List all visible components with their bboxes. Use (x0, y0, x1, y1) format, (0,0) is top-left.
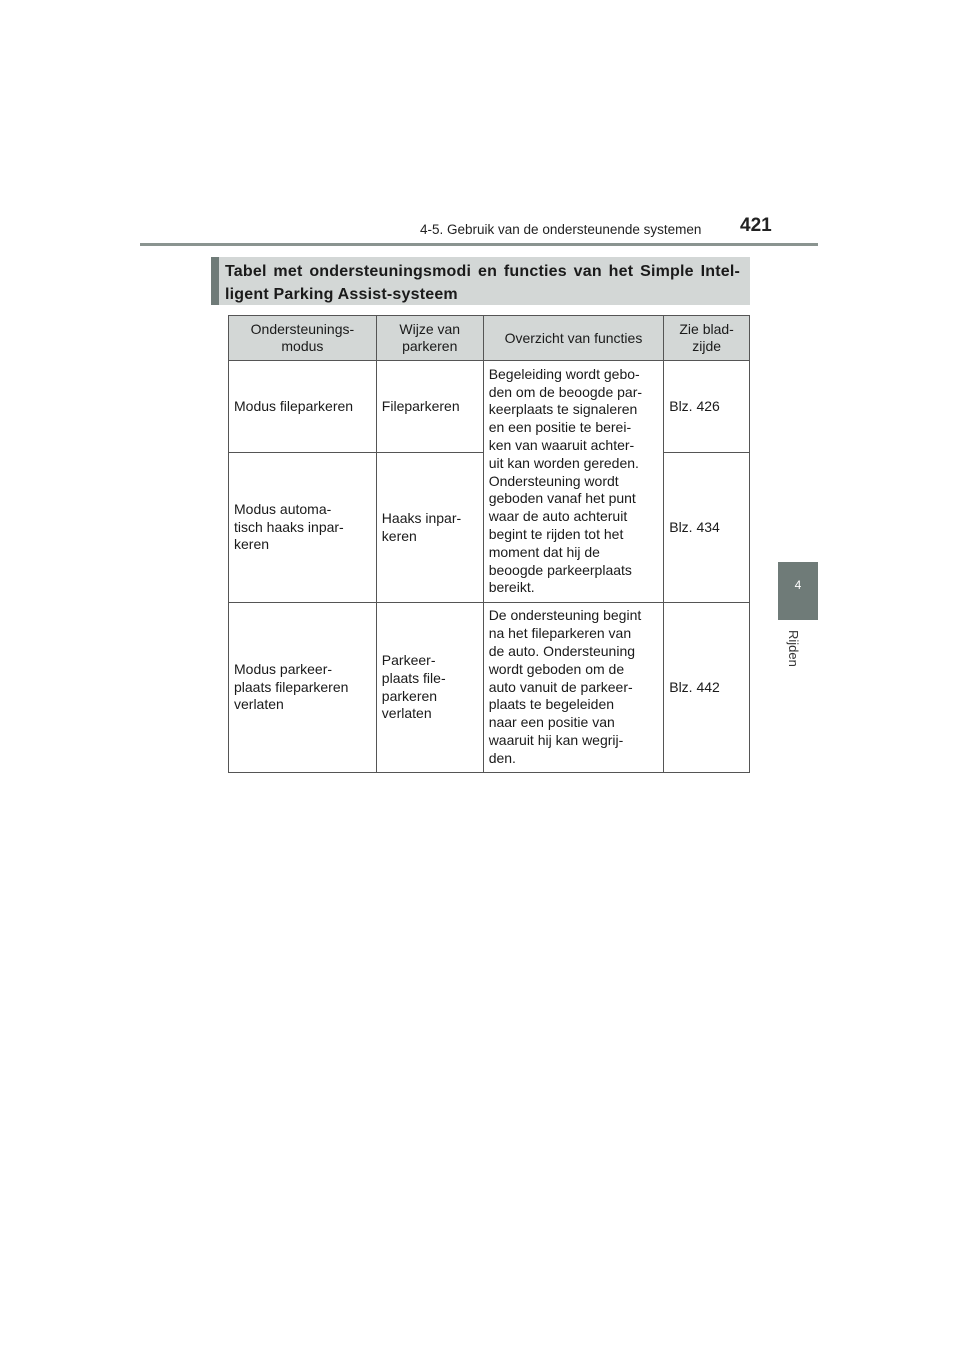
cell-text: beoogde parkeerplaats (488, 561, 632, 578)
cell-text: naar een positie van (488, 714, 615, 731)
table-row (229, 361, 750, 453)
page-ref-cell (664, 453, 750, 603)
chapter-tab-label: Rijden (786, 630, 801, 667)
cell-text: Modus automa- (234, 500, 332, 517)
header-text: Zie blad- (679, 321, 734, 337)
header-cell-page (664, 316, 750, 361)
cell-text: Modus parkeer- (234, 660, 333, 677)
cell-text: plaats te begeleiden (488, 696, 615, 713)
cell-text: geboden vanaf het punt (488, 490, 636, 507)
cell-text: begint te rijden tot het (488, 525, 624, 542)
cell-text: verlaten (381, 705, 432, 722)
cell-text: en een positie te berei- (488, 419, 632, 436)
chapter-tab-number: 4 (794, 578, 802, 592)
cell-text: tisch haaks inpar- (234, 518, 344, 535)
cell-text: moment dat hij de (488, 543, 600, 560)
header-rule (140, 243, 818, 246)
mode-cell (229, 453, 377, 603)
cell-text: auto vanuit de parkeer- (488, 678, 633, 695)
cell-text: bereikt. (488, 579, 535, 596)
assist-modes-table (228, 315, 750, 773)
header-cell-overview (483, 316, 664, 361)
cell-text: keren (381, 527, 417, 544)
cell-text: Blz. 426 (669, 397, 720, 414)
section-heading-line-1: Tabel met ondersteuningsmodi en functies van het Simple Intel- (225, 263, 740, 280)
method-cell (376, 453, 483, 603)
overview-cell (483, 603, 664, 773)
cell-text: waar de auto achteruit (488, 508, 628, 525)
page-ref-cell (664, 361, 750, 453)
method-cell (376, 603, 483, 773)
cell-text: De ondersteuning begint (488, 607, 642, 624)
header-text: Overzicht van functies (504, 329, 643, 346)
header-text: parkeren (402, 338, 458, 354)
cell-text: wordt geboden om de (488, 660, 625, 677)
header-cell-mode (229, 316, 377, 361)
cell-text: de auto. Ondersteuning (488, 643, 636, 659)
header-cell-method (376, 316, 483, 361)
cell-text: Blz. 434 (669, 518, 720, 535)
section-heading (211, 257, 750, 305)
cell-text: Fileparkeren (381, 397, 460, 414)
section-heading-line-2: ligent Parking Assist-systeem (225, 286, 458, 303)
cell-text: parkeren (381, 687, 438, 704)
header-text: Wijze van (399, 321, 461, 337)
method-cell (376, 361, 483, 453)
cell-text: verlaten (234, 696, 284, 713)
cell-text: uit kan worden gereden. (488, 454, 639, 471)
mode-cell (229, 361, 377, 453)
overview-cell (483, 361, 664, 603)
mode-cell (229, 603, 377, 773)
table-row (229, 603, 750, 773)
header-text: Ondersteunings- (250, 321, 355, 337)
cell-text: Haaks inpar- (381, 509, 462, 526)
cell-text: keerplaats te signaleren (488, 401, 638, 418)
cell-text: ken van waaruit achter- (488, 437, 635, 453)
cell-text: plaats fileparkeren (234, 678, 349, 695)
cell-text: na het fileparkeren van (488, 625, 632, 642)
cell-text: den om de beoogde par- (488, 383, 643, 400)
header-section-title: 4-5. Gebruik van de ondersteunende systemen (420, 222, 702, 237)
page-number: 421 (740, 215, 772, 236)
cell-text: Blz. 442 (669, 678, 720, 695)
header-text: zijde (692, 338, 722, 354)
cell-text: keren (234, 536, 270, 553)
table-header-row (229, 316, 750, 361)
cell-text: plaats file- (381, 669, 446, 686)
cell-text: waaruit hij kan wegrij- (488, 731, 624, 748)
page-ref-cell (664, 603, 750, 773)
cell-text: den. (488, 749, 516, 766)
header-text: modus (281, 338, 324, 354)
cell-text: Parkeer- (381, 651, 436, 668)
cell-text: Ondersteuning wordt (488, 472, 619, 489)
cell-text: Begeleiding wordt gebo- (488, 365, 640, 382)
cell-text: Modus fileparkeren (234, 397, 354, 414)
